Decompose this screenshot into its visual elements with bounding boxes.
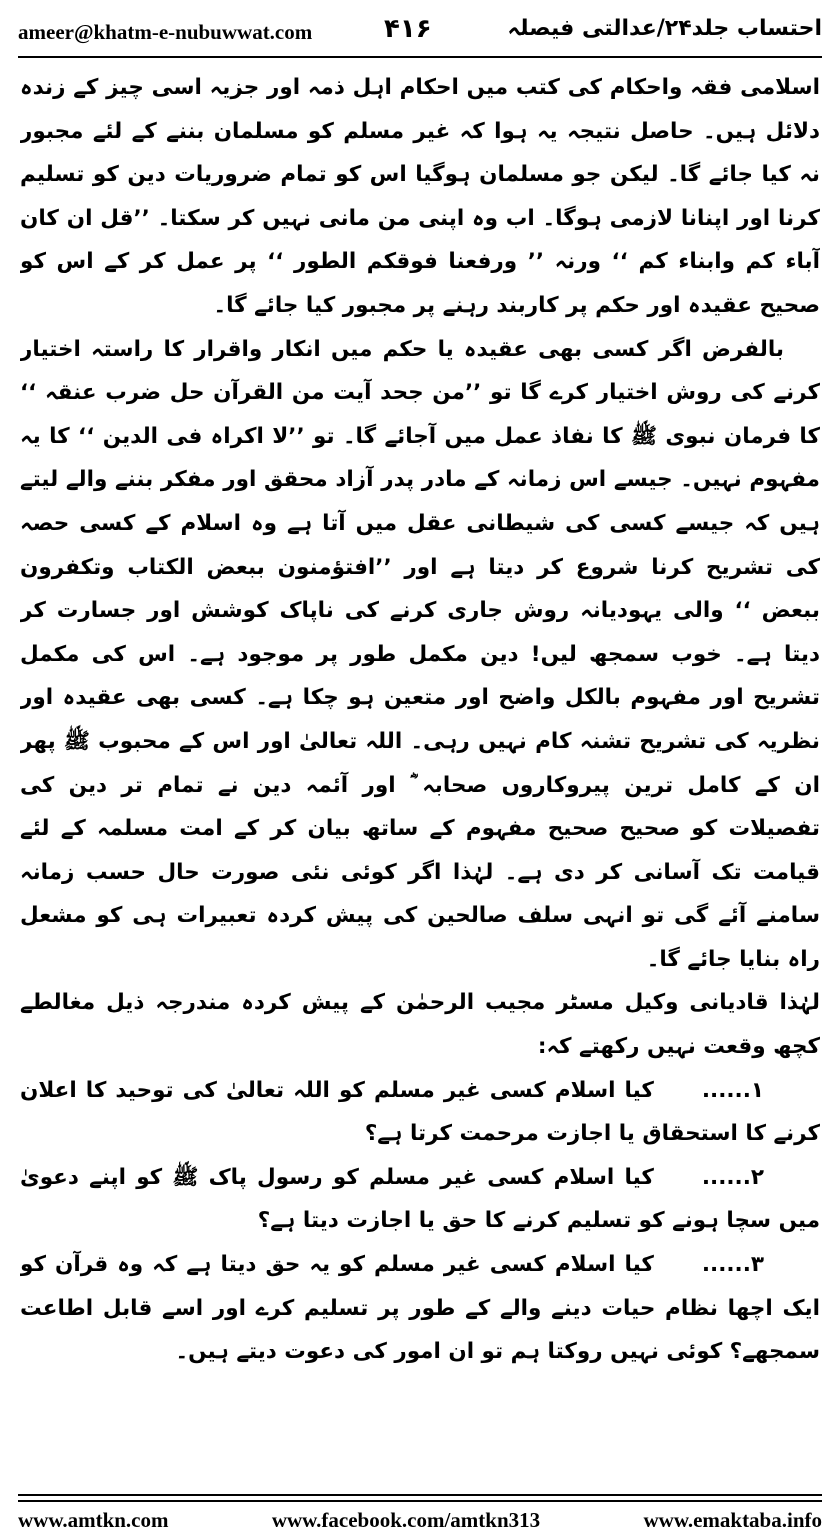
list-item-text: کیا اسلام کسی غیر مسلم کو رسول پاک ﷺ کو اپنے دعویٰ میں سچا ہونے کو تسلیم کرنے کا حق یا اجازت دیتا ہے؟ <box>20 1164 820 1234</box>
page-number: ۴۱۶ <box>384 14 432 44</box>
page-footer <box>18 1506 822 1534</box>
paragraph-1: اسلامی فقہ واحکام کی کتب میں احکام اہل ذمہ اور جزیہ اسی چیز کے زندہ دلائل ہیں۔ حاصل نتیجہ یہ ہوا کہ غیر مسلم کو مسلمان بننے کے لئے مجبور نہ کیا جائے گا۔ لیکن جو مسلمان ہوگیا اس کو تمام ضروریات دین کو تسلیم کرنا اور اپنانا لازمی ہوگا۔ اب وہ اپنی من مانی نہیں کر سکتا۔ ’’قل ان کان آباء کم وابناء کم ‘‘ ورنہ ’’ ورفعنا فوقکم الطور ‘‘ پر عمل کر کے اس کو صحیح عقیدہ اور حکم پر کاربند رہنے پر مجبور کیا جائے گا۔ <box>20 75 820 318</box>
list-item-number: ۲...... <box>701 1164 764 1190</box>
book-title: احتساب جلد۲۴/عدالتی فیصلہ <box>507 16 822 41</box>
paragraph-2: بالفرض اگر کسی بھی عقیدہ یا حکم میں انکار واقرار کا راستہ اختیار کرنے کی روش اختیار کرے گا تو ’’من جحد آیت من القرآن حل ضرب عنقہ ‘‘ کا فرمان نبوی ﷺ کا نفاذ عمل میں آجائے گا۔ تو ’’لا اکراہ فی الدین ‘‘ کا یہ مفہوم نہیں۔ جیسے اس زمانہ کے مادر پدر آزاد محقق اور مفکر بننے والے لیتے ہیں کہ جیسے کسی کی شیطانی عقل میں آتا ہے وہ اسلام کے کسی حصہ کی تشریح کرنا شروع کر دیتا ہے اور ’’افتؤمنون ببعض الکتاب وتکفرون ببعض ‘‘ والی یہودیانہ روش جاری کرنے کی ناپاک کوشش اور جسارت کر دیتا ہے۔ خوب سمجھ لیں! دین مکمل طور پر موجود ہے۔ اس کی مکمل تشریح اور مفہوم بالکل واضح اور متعین ہو چکا ہے۔ کسی بھی عقیدہ اور نظریہ کی تشریح تشنہ کام نہیں رہی۔ اللہ تعالیٰ اور اس کے محبوب ﷺ پھر ان کے کامل ترین پیروکاروں صحابہ ؓ اور آئمہ دین نے تمام تر دین کی تفصیلات کو صحیح صحیح مفہوم کے ساتھ بیان کر کے امت مسلمہ کے لئے قیامت تک آسانی کر دی ہے۔ لہٰذا اگر کوئی نئی صورت حال حسب زمانہ سامنے آئے گی تو انہی سلف صالحین کی پیش کردہ تعبیرات ہی کو مشعل راہ بنایا جائے گا۔ <box>20 336 820 972</box>
page-body <box>20 66 820 1466</box>
list-item-text: کیا اسلام کسی غیر مسلم کو یہ حق دیتا ہے کہ وہ قرآن کو ایک اچھا نظام حیات دینے والے کے طور پر تسلیم کرے اور اسے قابل اطاعت سمجھے؟ کوئی نہیں روکتا ہم تو ان امور کی دعوت دیتے ہیں۔ <box>20 1252 820 1365</box>
paragraph-3: لہٰذا قادیانی وکیل مسٹر مجیب الرحمٰن کے پیش کردہ مندرجہ ذیل مغالطے کچھ وقعت نہیں رکھتے کہ: <box>20 990 820 1060</box>
list-item-number: ۳...... <box>701 1252 764 1278</box>
header-email: ameer@khatm-e-nubuwwat.com <box>18 20 313 44</box>
header-divider <box>18 56 822 58</box>
list-item-number: ۱...... <box>701 1077 764 1103</box>
footer-link-emaktaba[interactable]: www.emaktaba.info <box>643 1508 822 1532</box>
list-item-2 <box>20 1156 820 1243</box>
page-header <box>18 14 822 54</box>
list-item-1 <box>20 1069 820 1156</box>
footer-divider-top <box>18 1494 822 1496</box>
footer-divider-bottom <box>18 1500 822 1502</box>
list-item-3 <box>20 1243 820 1374</box>
list-item-text: کیا اسلام کسی غیر مسلم کو اللہ تعالیٰ کی توحید کا اعلان کرنے کا استحقاق یا اجازت مرحمت کرتا ہے؟ <box>20 1077 820 1147</box>
footer-link-amtkn[interactable]: www.amtkn.com <box>18 1508 169 1532</box>
footer-link-facebook[interactable]: www.facebook.com/amtkn313 <box>271 1508 541 1532</box>
